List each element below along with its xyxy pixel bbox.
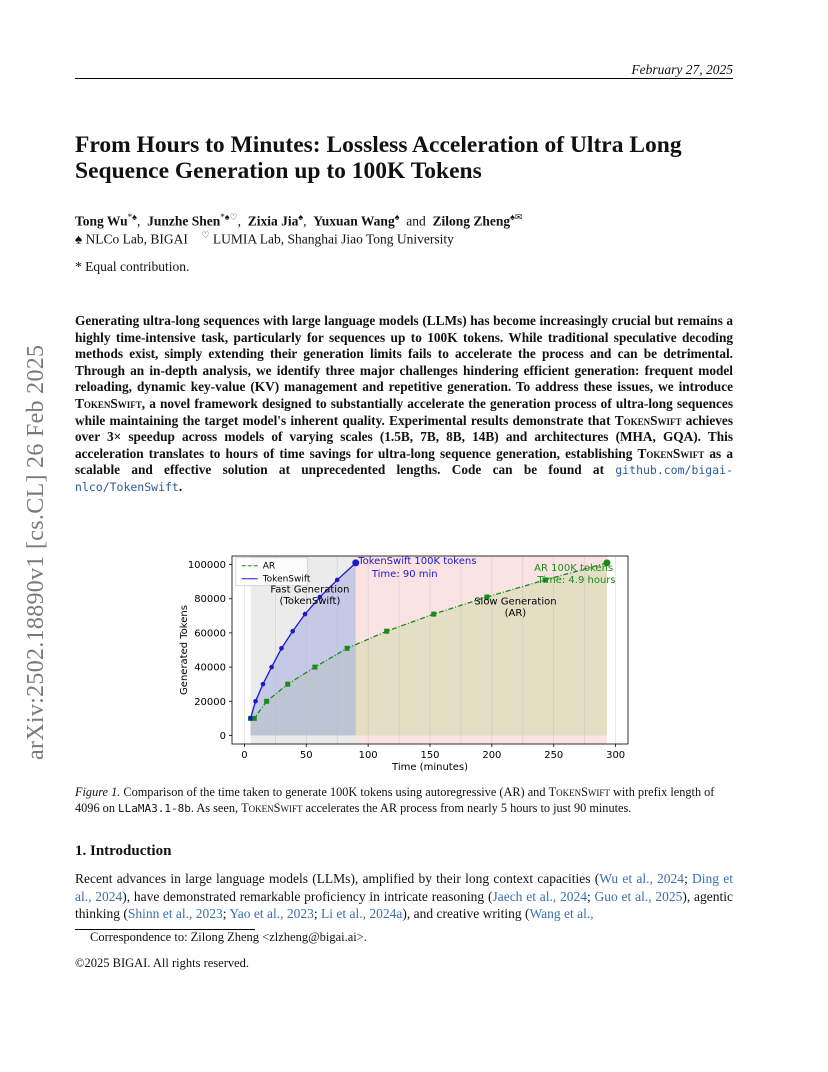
caption-text: accelerates the AR process from nearly 5 hours to just 90 minutes. bbox=[302, 801, 632, 815]
introduction-paragraph bbox=[75, 870, 733, 923]
x-tick-label: 250 bbox=[544, 750, 564, 761]
affil-lumia: LUMIA Lab, Shanghai Jiao Tong University bbox=[212, 231, 454, 247]
y-tick-label: 100000 bbox=[187, 560, 226, 572]
model-name: LLaMA3.1-8b bbox=[118, 802, 191, 815]
intro-text: ), have demonstrated remarkable proficiency in intricate reasoning ( bbox=[122, 888, 493, 904]
legend-ar: AR bbox=[262, 561, 276, 572]
x-axis-label: Time (minutes) bbox=[392, 762, 468, 773]
equal-contribution-note: * Equal contribution. bbox=[75, 259, 190, 274]
figure-1 bbox=[170, 548, 640, 778]
x-tick-label: 300 bbox=[606, 750, 626, 761]
legend-tokenswift: TokenSwift bbox=[262, 574, 311, 585]
ar-point bbox=[345, 646, 350, 651]
speedup-chart bbox=[170, 548, 640, 778]
author-mark: *♠♡ bbox=[220, 212, 238, 222]
method-name: TokenSwift bbox=[614, 412, 682, 428]
x-tick-label: 100 bbox=[358, 750, 378, 761]
abstract-text: . bbox=[178, 478, 183, 494]
annotation-ar-time: Time: 4.9 hours bbox=[537, 574, 616, 586]
author-list: Tong Wu*♠, Junzhe Shen*♠♡, Zixia Jia♠, Yuxuan Wang♠ and Zilong Zheng♠✉ bbox=[75, 212, 523, 229]
tokenswift-point bbox=[279, 646, 284, 651]
method-name: TokenSwift bbox=[75, 395, 142, 411]
y-tick-label: 20000 bbox=[194, 696, 226, 708]
citation-link[interactable]: Ding et al., 2024 bbox=[75, 871, 733, 904]
author-name: Zilong Zheng bbox=[432, 213, 511, 229]
caption-label: Figure 1. bbox=[75, 785, 121, 799]
affiliations bbox=[75, 226, 454, 249]
ar-point bbox=[431, 612, 436, 617]
abstract-text: achieves over 3× speedup across models of varying scales (1.5B, 7B, 8B, 14B) and architectures (MHA, GQA). This acceleration translates to hours of time savings for ultra-long sequence generation, establishing bbox=[75, 412, 734, 461]
author-mark: ♠ bbox=[394, 212, 400, 222]
affil-mark: ♠ bbox=[75, 231, 83, 247]
annotation-tokenswift-tokens: TokenSwift 100K tokens bbox=[358, 556, 477, 568]
citation-link[interactable]: Shinn et al., 2023 bbox=[127, 906, 223, 921]
intro-text: ; bbox=[684, 871, 693, 886]
y-tick-label: 0 bbox=[219, 730, 226, 742]
author-name: Junzhe Shen bbox=[147, 213, 221, 229]
caption-text: Comparison of the time taken to generate 100K tokens using autoregressive (AR) and bbox=[120, 785, 549, 799]
author-and: and bbox=[406, 213, 426, 229]
tokenswift-point bbox=[335, 578, 340, 583]
intro-text: ), and creative writing ( bbox=[402, 906, 530, 921]
method-name: TokenSwift bbox=[241, 801, 303, 815]
annotation-slow-generation-sub: (AR) bbox=[504, 607, 527, 619]
abstract-text: , a novel framework designed to substantially accelerate the generation process of ultra-long sequences while maintaining the target model's inherent quality. Experimental results demonstrate that bbox=[75, 395, 733, 428]
caption-text: with prefix length of 4096 on bbox=[75, 785, 715, 815]
author-mark: ♠✉ bbox=[510, 212, 523, 222]
annotation-ar-tokens: AR 100K tokens bbox=[534, 562, 614, 574]
intro-text: ; bbox=[222, 906, 230, 921]
y-axis-label: Generated Tokens bbox=[179, 605, 190, 695]
annotation-tokenswift-time: Time: 90 min bbox=[371, 568, 438, 580]
tokenswift-point bbox=[261, 682, 266, 687]
author-name: Yuxuan Wang bbox=[313, 213, 395, 229]
intro-text: ; bbox=[313, 906, 322, 921]
affil-nlco: NLCo Lab, BIGAI bbox=[85, 231, 188, 247]
method-name: TokenSwift bbox=[548, 785, 610, 799]
annotation-slow-generation: Slow Generation bbox=[474, 596, 557, 608]
header-rule bbox=[75, 78, 733, 79]
tokenswift-point bbox=[290, 629, 295, 634]
ar-point bbox=[264, 699, 269, 704]
author-name: Tong Wu bbox=[75, 213, 128, 229]
section-number: 1. bbox=[75, 843, 87, 859]
intro-text: ; bbox=[587, 888, 595, 904]
citation-link[interactable]: Guo et al., 2025 bbox=[594, 888, 683, 904]
caption-text: . As seen, bbox=[190, 801, 242, 815]
copyright-notice: ©2025 BIGAI. All rights reserved. bbox=[75, 956, 250, 970]
figure-caption bbox=[75, 784, 735, 817]
citation-link[interactable]: Wu et al., 2024 bbox=[599, 871, 685, 886]
y-tick-label: 80000 bbox=[194, 594, 226, 606]
intro-text: Recent advances in large language models (LLMs), amplified by their long context capacities ( bbox=[75, 871, 600, 886]
intro-text: ), agentic thinking ( bbox=[75, 888, 733, 921]
citation-link[interactable]: Yao et al., 2023 bbox=[229, 906, 314, 921]
x-tick-label: 0 bbox=[241, 750, 248, 761]
citation-link[interactable]: Li et al., 2024a bbox=[321, 906, 403, 921]
abstract-text: Generating ultra-long sequences with large language models (LLMs) has become increasingly crucial but remains a highly time-intensive task, particularly for sequences up to 100K tokens. While traditional speculative decoding methods exist, simply extending their generation limits fails to accelerate the process and can be detrimental. Through an in-depth analysis, we identify three major challenges hindering efficient generation: frequent model reloading, dynamic key-value (KV) management and repetitive generation. To address these issues, we introduce bbox=[75, 313, 733, 395]
arxiv-stamp: arXiv:2502.18890v1 [cs.CL] 26 Feb 2025 bbox=[23, 344, 49, 760]
x-tick-label: 50 bbox=[299, 750, 313, 761]
ar-point bbox=[285, 682, 290, 687]
x-tick-label: 200 bbox=[482, 750, 502, 761]
citation-link[interactable]: Jaech et al., 2024 bbox=[492, 888, 587, 904]
y-tick-label: 60000 bbox=[194, 628, 226, 640]
annotation-fast-generation-sub: (TokenSwift) bbox=[279, 595, 341, 607]
section-heading bbox=[75, 843, 171, 860]
x-tick-label: 150 bbox=[420, 750, 440, 761]
abstract bbox=[75, 313, 733, 496]
y-tick-label: 40000 bbox=[194, 662, 226, 674]
method-name: TokenSwift bbox=[637, 445, 705, 461]
author-mark: *♠ bbox=[127, 212, 137, 222]
citation-link[interactable]: Wang et al., bbox=[529, 906, 594, 921]
chart-legend bbox=[236, 558, 311, 586]
correspondence-footnote: Correspondence to: Zilong Zheng <zlzheng@bigai.ai>. bbox=[90, 930, 367, 944]
ar-point bbox=[384, 629, 389, 634]
code-link[interactable]: github.com/bigai-nlco/TokenSwift bbox=[75, 463, 733, 494]
affil-mark: ♡ bbox=[201, 230, 210, 240]
header-date: February 27, 2025 bbox=[631, 62, 733, 77]
tokenswift-point bbox=[253, 699, 258, 704]
annotation-fast-generation: Fast Generation bbox=[270, 584, 350, 596]
tokenswift-point bbox=[303, 612, 308, 617]
section-title: Introduction bbox=[90, 843, 172, 859]
tokenswift-point bbox=[269, 665, 274, 670]
tokenswift-point bbox=[248, 716, 253, 721]
author-name: Zixia Jia bbox=[247, 213, 299, 229]
abstract-text: as a scalable and effective solution at unprecedented lengths. Code can be found at bbox=[75, 445, 733, 478]
ar-point bbox=[312, 665, 317, 670]
paper-title: From Hours to Minutes: Lossless Acceleration of Ultra Long Sequence Generation up to 100K Tokens bbox=[75, 132, 682, 184]
author-mark: ♠ bbox=[298, 212, 304, 222]
